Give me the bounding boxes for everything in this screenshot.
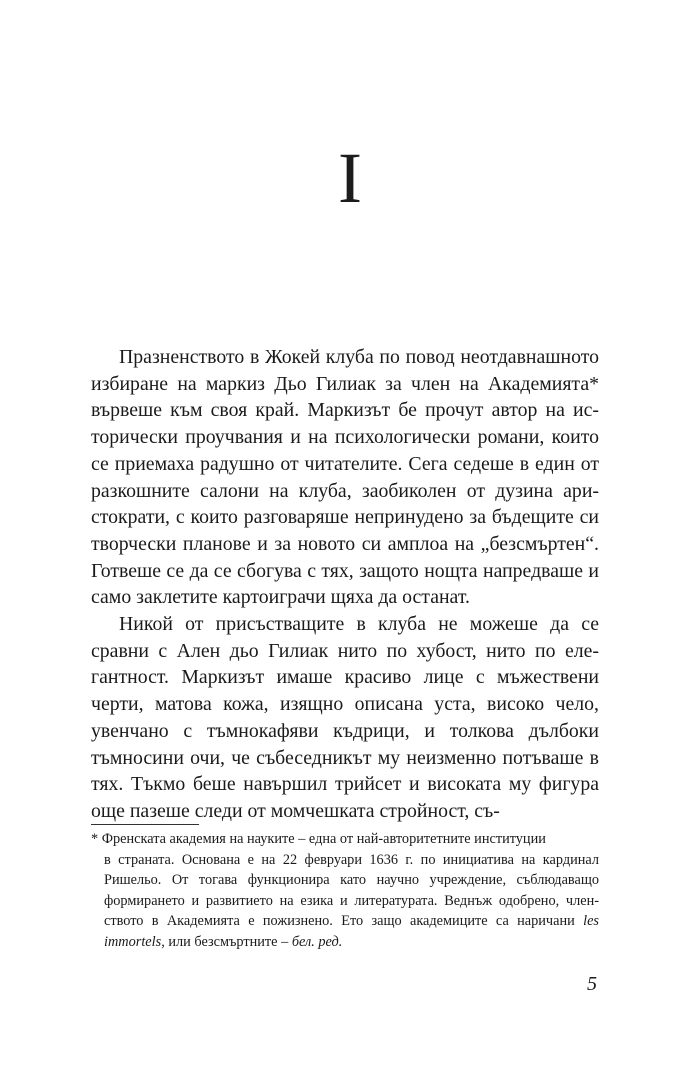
footnote (91, 829, 599, 952)
footnote-continuation (91, 850, 599, 953)
body-text (91, 344, 599, 825)
footnote-divider (91, 824, 199, 825)
footnote-first-line: * Френската академия на науките – една от най-авторитетните институции (91, 831, 546, 847)
footnote-editor-note: бел. ред. (291, 933, 343, 950)
chapter-number: I (338, 138, 362, 218)
paragraph-1: Празненството в Жокей клуба по повод неотдавнашното избиране на маркиз Дьо Гилиак за член на Академията* вървеше към своя край. Маркизът бе прочут автор на исторически проучвания и на психологически романи, които се приемаха радушно от читателите. Сега седеше в един от разкошните салони на клуба, заобиколен от дузина аристократи, с които разговаряше непринудено за бъдещите си творчески планове и за новото си амплоа на „безсмъртен“. Готвеше се да се сбогува с тях, защото нощта напредваше и само заклетите картоиграчи щяха да останат. (91, 346, 599, 609)
paragraph-2: Никой от присъстващите в клуба не можеше да се сравни с Ален дьо Гилиак нито по хубост, нито по елегантност. Маркизът имаше красиво лице с мъжествени черти, матова кожа, изящно описана уста, високо чело, увенчано с тъмнокафяви къдрици, и толкова дълбоки тъмносини очи, че събеседникът му неизменно потъваше в тях. Тъкмо беше навършил трийсет и високата му фигура още пазеше следи от момчешката стройност, съ- (91, 613, 599, 822)
footnote-text: в страната. Основана е на 22 февруари 1636 г. по инициатива на кардинал Ришельо. От тогава функционира като научно учреждение, съблюдаващо формирането и развитието на езика и литературата. Веднъж одобрено, членството в Академията е пожизнено. Ето защо академиците са наричани (104, 851, 599, 929)
footnote-after-term: , или безсмъртните – (161, 933, 292, 950)
footnote-italic-term: les immortels (104, 913, 599, 950)
page-number: 5 (587, 973, 597, 995)
